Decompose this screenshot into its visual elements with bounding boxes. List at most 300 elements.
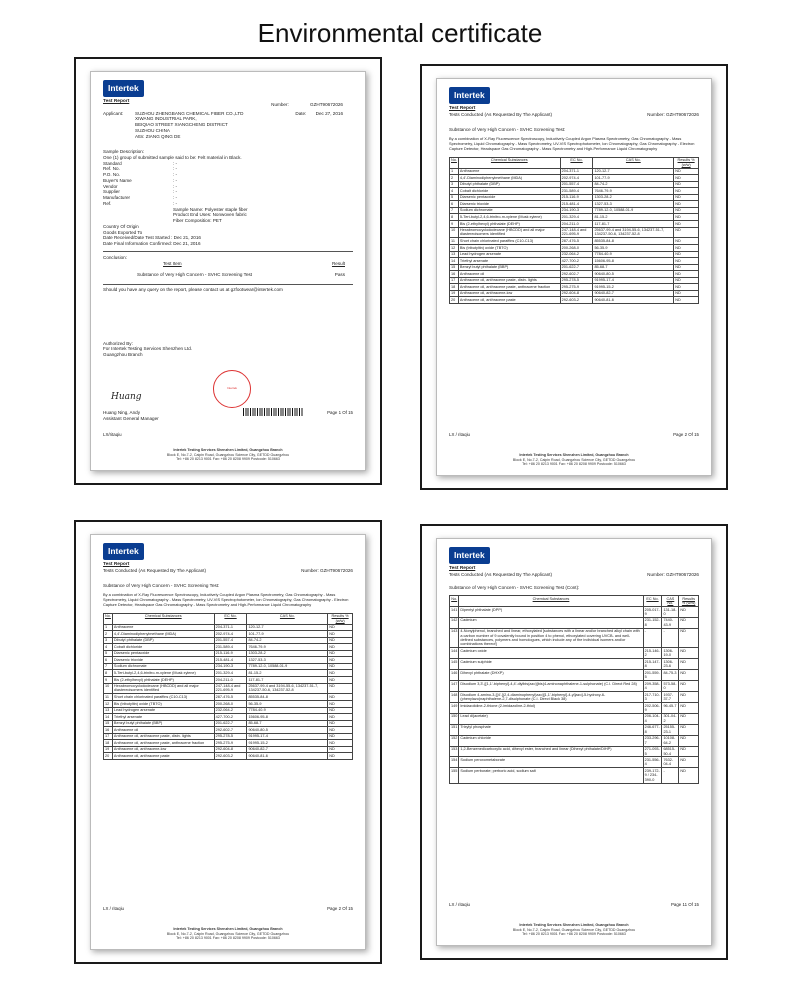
table-row (450, 297, 699, 304)
table-cell: 215-481-4 (214, 657, 247, 664)
table-cell: ND (328, 663, 353, 670)
table-cell: 1 (450, 168, 459, 175)
table-cell: ND (679, 617, 699, 628)
table-cell: 202-974-4 (560, 175, 593, 182)
signature: Huang (111, 392, 142, 402)
table-cell: ND (328, 714, 353, 721)
column-header: EC No. (214, 613, 247, 624)
table-cell: 7646-79-9 (593, 188, 674, 195)
table-cell: ND (328, 694, 353, 701)
table-cell: 84-74-2 (247, 637, 328, 644)
table-cell: 232-064-2 (214, 707, 247, 714)
table-cell: 142 (450, 617, 459, 628)
sample-field-label: Vendor (103, 183, 118, 189)
table-cell: 56-35-9 (593, 244, 674, 251)
table-cell: Anthracene oil, anthracene paste (458, 297, 560, 304)
signer-name: Huang Ning, Andy (103, 410, 141, 415)
table-cell: Bis (2-ethylhexyl) phthalate (DEHP) (458, 220, 560, 227)
table-cell: ND (674, 227, 699, 238)
table-row (450, 692, 699, 703)
report-label: Test Report (103, 98, 130, 104)
date-received: Date Received/Date Test Started : Dec 21, 2016 (103, 235, 201, 241)
table-cell: - (662, 628, 679, 648)
table-cell: 295-278-5 (560, 277, 593, 284)
table-cell: 151 (450, 724, 459, 735)
table-cell: ND (674, 214, 699, 221)
table-cell: Cadmium oxide (459, 648, 643, 659)
svhc-table (103, 613, 353, 760)
tests-conducted: Tests Conducted (As Requested By The Applicant) (449, 571, 553, 577)
date-final: Date Final Information Confirmed: Dec 21, 2016 (103, 241, 201, 247)
table-cell: ND (674, 207, 699, 214)
table-cell: ND (674, 290, 699, 297)
table-cell: 231-152-8 (643, 617, 662, 628)
table-cell: Disodium 4-amino-3-[[4'-[(2,4-diaminophenyl)azo][1,1'-biphenyl]-4-yl]azo]-5-hydroxy-6-(phenylazo)naphthalene-2,7-disulphonate (C.I. Direct Black 38) (459, 692, 643, 703)
sample-field-label: Ref. No. (103, 166, 120, 172)
table-cell: 5 (450, 194, 459, 201)
barcode (243, 408, 303, 416)
table-cell: 200-268-0 (560, 244, 593, 251)
table-cell: 1306-23-6 (662, 659, 679, 670)
test-item-header: Test Item (163, 260, 182, 266)
table-cell: ND (674, 271, 699, 278)
table-cell: Disodium 3,3'-[[1,1'-biphenyl]-4,4'-diylbis(azo)]bis(4-aminonaphthalene-1-sulphonate) (C.I. Direct Red 28) (459, 681, 643, 692)
table-cell: Anthracene oil, anthracene-low (458, 290, 560, 297)
table-cell: ND (674, 168, 699, 175)
report-footer: Intertek Testing Services Shenzhen Limited, Guangzhou Branch Block E, No.7-2, Caipin Road, Guangzhou Science City, GETDD Guangzhou Tel: +86 20 8213 9001 Fax: +86 20 8208 9909 Postcode: 510663 (512, 922, 636, 937)
applicant-line: BEIQIAO STREET XIANGCHENG DISTRICT (135, 122, 228, 128)
table-cell: ND (328, 740, 353, 747)
lx-code: LX / ritaqiu (103, 905, 124, 911)
sample-line: One (1) group of submitted sample said to be: Felt material in Black. (103, 155, 242, 161)
table-cell: 573-58-0 (662, 681, 679, 692)
fiber-composition: Fiber Composition: PET (173, 218, 222, 224)
table-cell: 4 (104, 644, 113, 651)
column-header: CAS No. (247, 613, 328, 624)
sample-field-label: P.O. No. (103, 172, 121, 178)
sample-field-value: : - (173, 160, 178, 166)
authorized-by: Authorized By: (103, 340, 133, 346)
table-cell: ND (674, 297, 699, 304)
table-cell: Bis (2-ethylhexyl) phthalate (DEHP) (112, 676, 214, 683)
sample-fields (103, 161, 353, 207)
table-row (450, 713, 699, 724)
table-cell: 91995-17-4 (593, 277, 674, 284)
table-cell: Anthracene (112, 624, 214, 631)
table-row (450, 702, 699, 713)
table-cell: 271-093-5 (643, 746, 662, 757)
page-title: Environmental certificate (257, 18, 543, 48)
table-cell: ND (679, 628, 699, 648)
sample-field-value: : - (173, 177, 178, 183)
table-cell: 209-358-4 (643, 681, 662, 692)
table-cell: Dihexyl phthalate (DHXP) (459, 670, 643, 681)
table-cell: 15 (450, 264, 459, 271)
table-cell: 120-12-7 (247, 624, 328, 631)
table-cell: ND (674, 181, 699, 188)
table-cell: ND (674, 251, 699, 258)
table-cell: 9 (104, 676, 113, 683)
report-footer: Intertek Testing Services Shenzhen Limited, Guangzhou Branch Block E, No.7-2, Caipin Road, Guangzhou Science City, GETDD Guangzhou Tel: +86 20 8213 9001 Fax: +86 20 8208 9909 Postcode: 510663 (166, 926, 290, 941)
table-cell: 7632-04-4 (662, 757, 679, 768)
table-cell: 202-506-9 (643, 702, 662, 713)
table-cell: 231-556-4 (643, 757, 662, 768)
table-cell: 101-77-9 (593, 175, 674, 182)
table-cell: Diarsenic pentaoxide (112, 650, 214, 657)
table-row (450, 746, 699, 757)
page-number: Page 2 Of 15 (673, 431, 699, 437)
table-cell: 295-278-5 (214, 733, 247, 740)
certificate-frame-2 (420, 64, 728, 490)
table-cell: 17 (104, 733, 113, 740)
page-number: Page 11 Of 15 (671, 901, 699, 907)
table-cell: 84-74-2 (593, 181, 674, 188)
table-cell: ND (679, 768, 699, 783)
report-number: GZHT90672026 (320, 567, 353, 573)
table-cell: 10 (450, 227, 459, 238)
table-cell: 215-147-8 (643, 659, 662, 670)
column-header: CAS No. (593, 157, 674, 168)
table-cell: 4,4'-Diaminodiphenylmethane (MDA) (458, 175, 560, 182)
table-cell: 90640-80-5 (247, 727, 328, 734)
table-cell: 204-211-0 (560, 220, 593, 227)
intertek-logo: Intertek (103, 543, 144, 560)
table-cell: 91995-15-2 (593, 284, 674, 291)
table-cell: 152 (450, 735, 459, 746)
table-cell: - (643, 628, 662, 648)
table-cell: 15 (104, 720, 113, 727)
table-cell: 153 (450, 746, 459, 757)
report-label: Test Report (449, 105, 476, 111)
table-cell: 117-81-7 (593, 220, 674, 227)
table-cell: - (662, 768, 679, 783)
table-cell: 287-476-5 (560, 238, 593, 245)
table-cell: 247-148-4 and 221-695-9 (560, 227, 593, 238)
table-cell: 1303-28-2 (247, 650, 328, 657)
table-cell: Hexabromocyclododecane (HBCDD) and all major diastereoisomers identified (458, 227, 560, 238)
table-cell: ND (679, 648, 699, 659)
svhc-subject: Substance of Very High Concern - SVHC Screening Test (Cont): (449, 585, 580, 591)
table-cell: 19 (104, 746, 113, 753)
table-cell: 292-602-7 (560, 271, 593, 278)
table-row (450, 227, 699, 238)
table-cell: 201-329-4 (214, 670, 247, 677)
table-row (450, 768, 699, 783)
table-cell: ND (328, 707, 353, 714)
table-cell: Anthracene oil, anthracene paste, distn. lights (458, 277, 560, 284)
sample-name: Sample Name: Polyester staple fiber (173, 206, 248, 212)
table-cell: 205-017-9 (643, 606, 662, 617)
table-cell: 3 (450, 181, 459, 188)
table-cell: ND (674, 264, 699, 271)
table-cell: 7 (104, 663, 113, 670)
table-cell: 20 (450, 297, 459, 304)
sample-field-value: : - (173, 189, 178, 195)
sample-field-label: Buyer's Name (103, 177, 132, 183)
column-header: Results % (w/w) (679, 596, 699, 607)
table-cell: 143 (450, 628, 459, 648)
page-number: Page 1 Of 15 (327, 410, 353, 415)
table-cell: 4,4'-Diaminodiphenylmethane (MDA) (112, 631, 214, 638)
conclusion-label: Conclusion: (103, 254, 128, 260)
test-method: By a combination of X-Ray Fluorescence Spectroscopy, Inductively Coupled Argon Plasma Spectrometry, Gas Chromatography - Mass Spectrometry, Liquid Chromatography - Mass Spectrometry, UV-VIS Spectrophotometer, Ion Chromatography, Gas Chromatography - Electron Capture Detector, Headspace Gas Chromatography - Mass Spectrometry and High-Performance Liquid Chromatography (449, 136, 695, 151)
table-cell: 6 (104, 657, 113, 664)
table-header-row (450, 157, 699, 168)
number-label: Number: (647, 111, 665, 117)
table-cell: 68515-50-4 (662, 746, 679, 757)
table-cell: 149 (450, 702, 459, 713)
column-header: EC No. (643, 596, 662, 607)
country-of-origin: Country Of Origin (103, 223, 139, 229)
page-number: Page 2 Of 15 (327, 905, 353, 911)
table-cell: 1303-28-2 (593, 194, 674, 201)
signer-title: Assistant General Manager (103, 416, 159, 421)
table-cell: 2 (104, 631, 113, 638)
lx-code: LX / ritaqiu (449, 431, 470, 437)
table-cell: ND (674, 175, 699, 182)
table-cell: Cadmium chloride (459, 735, 643, 746)
test-result: Pass (334, 272, 345, 278)
table-cell: Anthracene oil (112, 727, 214, 734)
table-cell: 427-700-2 (214, 714, 247, 721)
table-cell: 150 (450, 713, 459, 724)
table-cell: ND (328, 720, 353, 727)
table-row (450, 681, 699, 692)
for-company: For Intertek Testing Services Shenzhen Ltd. (103, 346, 193, 352)
table-row (450, 617, 699, 628)
table-cell: Dibutyl phthalate (DBP) (112, 637, 214, 644)
table-cell: 20 (104, 753, 113, 760)
table-cell: 7784-40-9 (593, 251, 674, 258)
table-cell: 85535-84-8 (593, 238, 674, 245)
contact-line: Should you have any query on the report, please contact us at gzfootwear@intertek.com (103, 284, 353, 293)
sample-field-label: Ref. (103, 200, 112, 206)
tests-conducted: Tests Conducted (As Requested By The Applicant) (103, 567, 207, 573)
table-cell: Benzyl butyl phthalate (BBP) (112, 720, 214, 727)
table-cell: 301-04-2 (662, 713, 679, 724)
table-cell: ND (674, 284, 699, 291)
table-cell: 14 (104, 714, 113, 721)
table-cell: ND (674, 201, 699, 208)
table-cell: 17 (450, 277, 459, 284)
report-date: Dec 27, 2016 (315, 110, 343, 116)
table-cell: 1327-53-3 (247, 657, 328, 664)
table-cell: 81-15-2 (593, 214, 674, 221)
table-cell: ND (679, 757, 699, 768)
table-cell: Cobalt dichloride (112, 644, 214, 651)
table-cell: ND (674, 188, 699, 195)
table-cell: 4 (450, 188, 459, 195)
table-cell: 101-77-9 (247, 631, 328, 638)
table-cell: ND (328, 670, 353, 677)
table-cell: 117-81-7 (247, 676, 328, 683)
sample-field-value: : - (173, 183, 178, 189)
table-cell: 90640-81-6 (593, 297, 674, 304)
intertek-logo: Intertek (449, 87, 490, 104)
applicant-line: XIWANG INDUSTRIAL PARK, (135, 116, 197, 122)
table-cell: 7789-12-0, 10588-01-9 (593, 207, 674, 214)
table-cell: 295-275-9 (560, 284, 593, 291)
table-cell: 81-15-2 (247, 670, 328, 677)
table-cell: 201-622-7 (214, 720, 247, 727)
table-cell: 148 (450, 692, 459, 703)
table-cell: Trixylyl phosphate (459, 724, 643, 735)
table-cell: Anthracene (458, 168, 560, 175)
table-cell: 146 (450, 670, 459, 681)
report-label: Test Report (449, 565, 476, 571)
table-cell: 215-146-2 (643, 648, 662, 659)
table-cell: 215-481-4 (560, 201, 593, 208)
table-cell: ND (674, 238, 699, 245)
table-cell: ND (674, 194, 699, 201)
table-cell: 7789-12-0, 10588-01-9 (247, 663, 328, 670)
table-cell: ND (679, 692, 699, 703)
lx-code: LX/ritaqiu (103, 432, 122, 437)
sample-field-value: : - (173, 172, 178, 178)
certificate-frame-1 (74, 57, 382, 485)
table-cell: 12 (104, 700, 113, 707)
table-cell: 131-18-0 (662, 606, 679, 617)
table-cell: 247-148-4 and 221-695-9 (214, 683, 247, 694)
table-cell: ND (328, 637, 353, 644)
table-cell: ND (328, 753, 353, 760)
column-header: EC No. (560, 157, 593, 168)
table-cell: ND (328, 746, 353, 753)
table-cell: 85-68-7 (593, 264, 674, 271)
table-cell: 3 (104, 637, 113, 644)
table-cell: 8 (104, 670, 113, 677)
table-cell: 11 (104, 694, 113, 701)
column-header: Results % (w/w) (674, 157, 699, 168)
table-cell: Anthracene oil, anthracene-low (112, 746, 214, 753)
table-cell: 25637-99-4 and 3194-55-6, 134237-51-7, 134237-50-6, 134237-52-8 (593, 227, 674, 238)
table-row (450, 735, 699, 746)
table-cell: 2 (450, 175, 459, 182)
table-cell: 145 (450, 659, 459, 670)
table-cell: 233-296-7 (643, 735, 662, 746)
sample-field-value: : - (173, 166, 178, 172)
report-footer: Intertek Testing Services Shenzhen Limited, Guangzhou Branch Block E, No.7-2, Caipin Road, Guangzhou Science City, GETDD Guangzhou Tel: +86 20 8213 9001 Fax: +86 20 8208 9909 Postcode: 510663 (512, 452, 636, 467)
table-cell: 13 (104, 707, 113, 714)
table-cell: Sodium perborate; perboric acid, sodium salt (459, 768, 643, 783)
table-cell: 18 (104, 740, 113, 747)
table-cell: 4-Nonylphenol, branched and linear, ethoxylated [substances with a linear and/or branched alkyl chain with a carbon number of 9 covalently bound in position 4 to phenol, ethoxylated covering UVCB- and well-defined substances, polymers and homologues, which include any of the individual isomers and/or combinations thereof] (459, 628, 643, 648)
table-cell: 1,2-Benzenedicarboxylic acid, dihexyl ester, branched and linear (Dihexyl phthalate/DIHP) (459, 746, 643, 757)
table-cell: 10108-64-2 (662, 735, 679, 746)
table-cell: 16 (104, 727, 113, 734)
branch-name: Guangzhou Branch (103, 352, 143, 358)
table-cell: 90640-82-7 (247, 746, 328, 753)
table-header-row (104, 613, 353, 624)
table-cell: Diarsenic trioxide (112, 657, 214, 664)
date-label: Date: (295, 110, 307, 116)
table-cell: 200-268-0 (214, 700, 247, 707)
column-header: CAS No. (662, 596, 679, 607)
table-cell: Cadmium (459, 617, 643, 628)
table-cell: ND (328, 733, 353, 740)
lx-code: LX / ritaqiu (449, 901, 470, 907)
table-cell: 90640-82-7 (593, 290, 674, 297)
table-cell: Imidazolidine-2-thione (2-imidazoline-2-thiol) (459, 702, 643, 713)
sample-description-label: Sample Description: (103, 149, 145, 155)
table-cell: 201-622-7 (560, 264, 593, 271)
table-cell: ND (679, 702, 699, 713)
report-page-2 (436, 78, 712, 476)
table-cell: 85-68-7 (247, 720, 328, 727)
table-cell: ND (328, 676, 353, 683)
table-cell: ND (679, 670, 699, 681)
table-cell: 292-604-8 (214, 746, 247, 753)
table-cell: 1937-37-7 (662, 692, 679, 703)
table-cell: 204-371-1 (560, 168, 593, 175)
report-number: GZHT90672026 (310, 102, 343, 107)
table-cell: 231-589-4 (560, 188, 593, 195)
table-cell: Anthracene oil, anthracene paste, anthracene fraction (112, 740, 214, 747)
table-cell: Anthracene oil, anthracene paste (112, 753, 214, 760)
table-cell: ND (328, 624, 353, 631)
table-cell: 7 (450, 207, 459, 214)
table-cell: Diarsenic pentaoxide (458, 194, 560, 201)
table-cell: 292-603-2 (560, 297, 593, 304)
table-cell: Anthracene oil, anthracene paste, distn. lights (112, 733, 214, 740)
table-cell: 202-974-4 (214, 631, 247, 638)
table-cell: 16 (450, 271, 459, 278)
sample-field-label: Standard (103, 160, 122, 166)
table-row (450, 606, 699, 617)
report-page-4 (436, 538, 712, 946)
table-cell: 15606-95-8 (247, 714, 328, 721)
certificate-frame-3 (74, 520, 382, 964)
svhc-subject: Substance of Very High Concern - SVHC Screening Test: (103, 583, 220, 589)
table-cell: 292-602-7 (214, 727, 247, 734)
table-cell: 144 (450, 648, 459, 659)
table-cell: Lead hydrogen arsenate (112, 707, 214, 714)
table-row (450, 757, 699, 768)
table-cell: 295-275-9 (214, 740, 247, 747)
table-cell: Sodium dichromate (112, 663, 214, 670)
table-cell: ND (674, 220, 699, 227)
table-cell: ND (328, 650, 353, 657)
table-cell: 1306-19-0 (662, 648, 679, 659)
goods-exported-to: Goods Exported To (103, 229, 143, 235)
table-cell: 1327-53-3 (593, 201, 674, 208)
company-seal: Intertek (213, 370, 251, 408)
table-cell: 90640-80-5 (593, 271, 674, 278)
table-cell: 7784-40-9 (247, 707, 328, 714)
table-cell: 8 (450, 214, 459, 221)
table-cell: 25155-23-1 (662, 724, 679, 735)
report-number: GZHT90672026 (666, 571, 699, 577)
table-cell: ND (679, 713, 699, 724)
certificate-frame-4 (420, 524, 728, 960)
svhc-table (449, 157, 699, 304)
report-label: Test Report (103, 561, 130, 567)
table-cell: 201-557-4 (560, 181, 593, 188)
report-page-3 (90, 534, 366, 950)
table-cell: 234-190-3 (560, 207, 593, 214)
intertek-logo: Intertek (449, 547, 490, 564)
applicant-label: Applicant: (103, 110, 124, 116)
table-cell: Bis (tributyltin) oxide (TBTO) (112, 700, 214, 707)
table-cell: ND (328, 657, 353, 664)
table-cell: 15606-95-8 (593, 258, 674, 265)
table-cell: Anthracene oil (458, 271, 560, 278)
table-cell: 155 (450, 768, 459, 783)
table-cell: 91995-17-4 (247, 733, 328, 740)
number-label: Number: (271, 102, 289, 107)
table-cell: Dibutyl phthalate (DBP) (458, 181, 560, 188)
table-cell: 246-677-8 (643, 724, 662, 735)
